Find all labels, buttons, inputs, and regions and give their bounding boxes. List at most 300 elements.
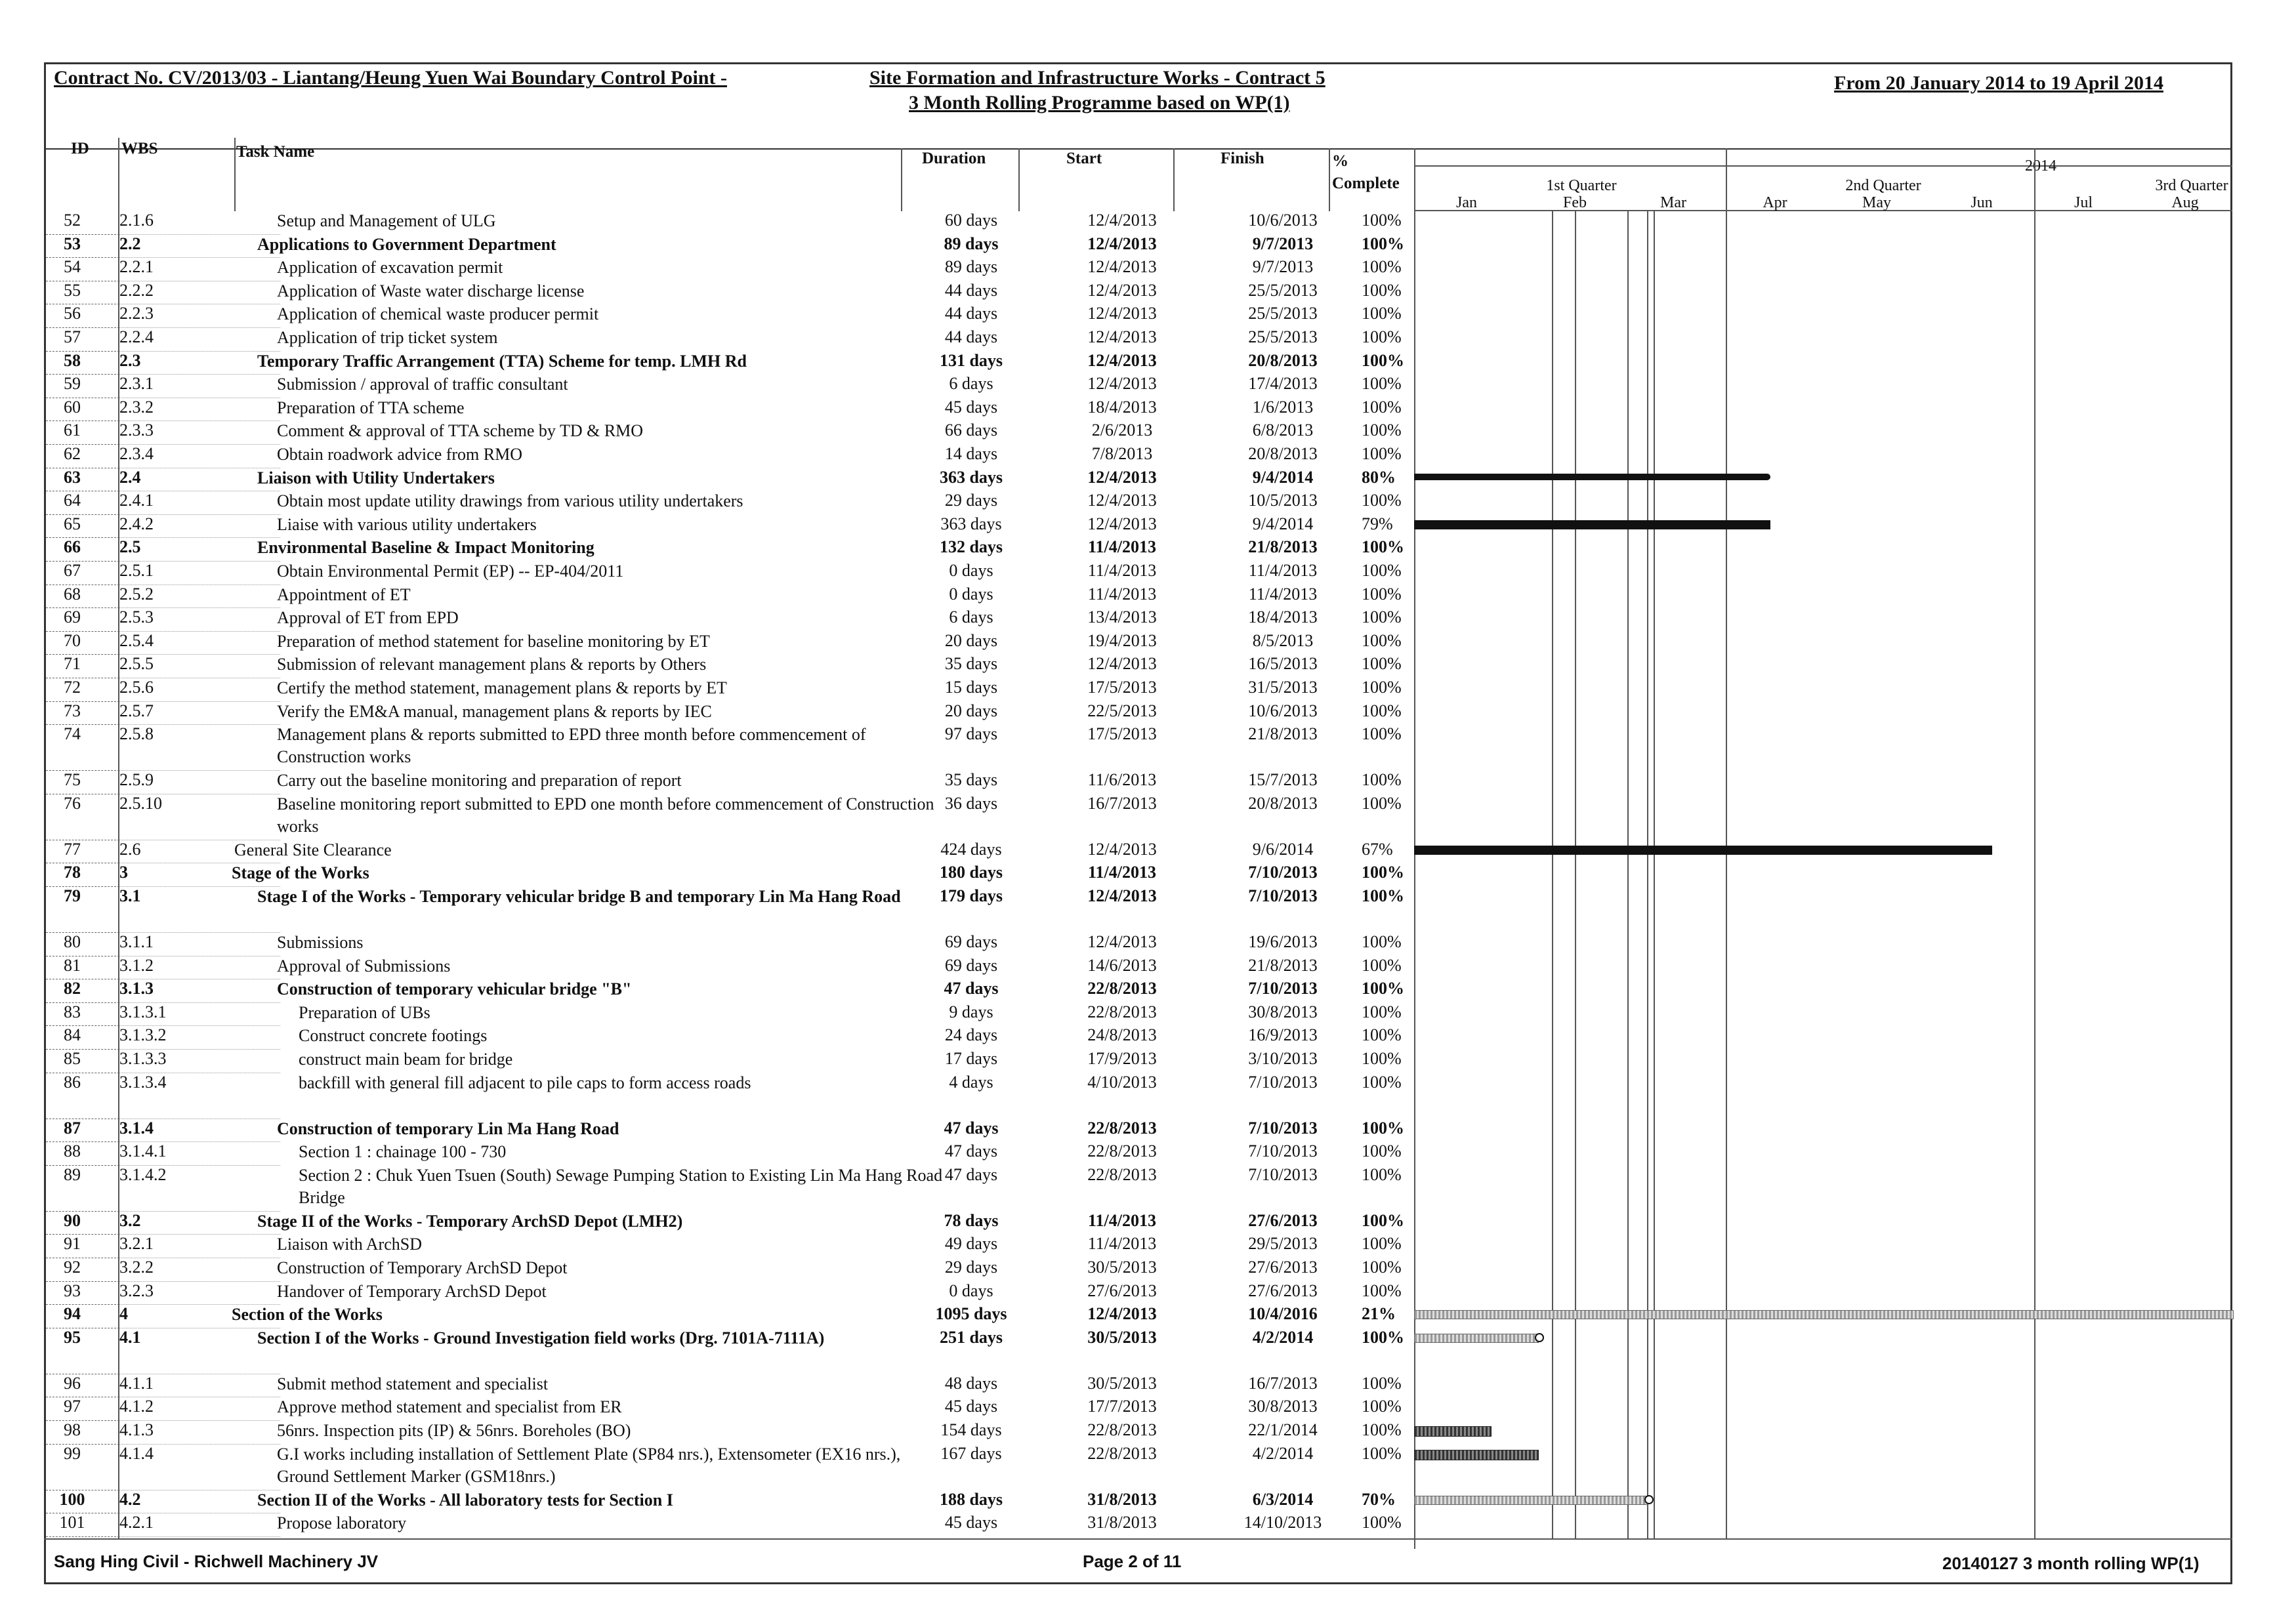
table-row — [46, 1164, 1411, 1210]
task-duration: 89 days — [944, 234, 999, 253]
task-percent-complete: 100% — [1362, 561, 1402, 580]
month-jun: Jun — [1971, 194, 1993, 211]
task-wbs: 4 — [119, 1304, 128, 1324]
task-duration: 20 days — [944, 630, 998, 650]
task-finish: 6/3/2014 — [1252, 1489, 1314, 1509]
task-start: 12/4/2013 — [1087, 654, 1157, 674]
grid-line — [234, 138, 236, 211]
task-percent-complete: 70% — [1362, 1489, 1396, 1509]
task-percent-complete: 100% — [1362, 257, 1402, 277]
contract-title: Contract No. CV/2013/03 - Liantang/Heung Yuen Wai Boundary Control Point - — [54, 67, 727, 89]
task-start: 12/4/2013 — [1087, 491, 1157, 510]
task-finish: 31/5/2013 — [1248, 678, 1318, 697]
task-start: 22/8/2013 — [1087, 1420, 1157, 1439]
task-duration: 47 days — [944, 1164, 998, 1184]
task-start: 12/4/2013 — [1087, 839, 1157, 859]
col-pct-complete: Complete — [1332, 175, 1400, 192]
task-duration: 97 days — [944, 724, 998, 744]
quarter-3: 3rd Quarter — [2155, 177, 2228, 194]
task-id: 85 — [64, 1049, 81, 1068]
task-id: 60 — [64, 397, 81, 417]
task-name: Stage I of the Works - Temporary vehicular bridge B and temporary Lin Ma Hang Road — [257, 887, 901, 906]
task-percent-complete: 100% — [1362, 421, 1402, 440]
task-wbs: 3.2.3 — [119, 1281, 154, 1300]
task-id: 72 — [64, 678, 81, 697]
task-finish: 27/6/2013 — [1248, 1281, 1318, 1300]
task-start: 11/4/2013 — [1087, 863, 1156, 882]
task-id: 97 — [64, 1397, 81, 1416]
task-id: 84 — [64, 1025, 81, 1045]
quarter-2: 2nd Quarter — [1845, 177, 1921, 194]
task-duration: 363 days — [939, 467, 1003, 487]
task-wbs: 2.6 — [119, 839, 141, 859]
grid-line — [1173, 148, 1175, 211]
task-finish: 11/4/2013 — [1248, 561, 1318, 580]
table-row — [46, 210, 1411, 234]
table-row — [46, 537, 1411, 560]
task-wbs: 2.2.2 — [119, 280, 154, 300]
task-duration: 47 days — [944, 979, 999, 998]
task-duration: 24 days — [944, 1025, 998, 1045]
table-row — [46, 1233, 1411, 1257]
task-id: 101 — [59, 1513, 85, 1532]
task-name: Liaise with various utility undertakers — [277, 514, 537, 534]
task-start: 22/8/2013 — [1087, 1443, 1157, 1463]
task-finish: 25/5/2013 — [1248, 280, 1318, 300]
task-start: 11/4/2013 — [1087, 584, 1157, 604]
task-finish: 17/4/2013 — [1248, 374, 1318, 394]
task-finish: 20/8/2013 — [1248, 350, 1318, 370]
gantt-bar-100 — [1414, 1496, 1648, 1505]
task-name: Stage II of the Works - Temporary ArchSD Depot (LMH2) — [257, 1211, 683, 1231]
task-duration: 29 days — [944, 1258, 998, 1277]
table-row — [46, 1048, 1411, 1072]
task-finish: 4/2/2014 — [1252, 1443, 1314, 1463]
table-row — [46, 1443, 1411, 1489]
task-duration: 0 days — [949, 561, 993, 580]
table-row — [46, 584, 1411, 607]
task-percent-complete: 100% — [1362, 280, 1402, 300]
task-finish: 7/10/2013 — [1248, 886, 1318, 905]
task-name: Liaison with ArchSD — [277, 1235, 422, 1254]
task-id: 80 — [64, 932, 81, 951]
task-name: Obtain Environmental Permit (EP) -- EP-404/2011 — [277, 562, 624, 581]
task-finish: 8/5/2013 — [1252, 630, 1314, 650]
task-start: 22/5/2013 — [1087, 701, 1157, 720]
task-id: 83 — [64, 1002, 81, 1021]
task-duration: 48 days — [944, 1373, 998, 1393]
task-name: Construction of temporary vehicular bridge "B" — [277, 979, 632, 999]
task-finish: 21/8/2013 — [1248, 724, 1318, 744]
task-id: 63 — [64, 467, 81, 487]
task-duration: 69 days — [944, 932, 998, 951]
timeline-year: 2014 — [2025, 157, 2056, 175]
task-name: Certify the method statement, management plans & reports by ET — [277, 678, 727, 697]
task-duration: 251 days — [939, 1327, 1003, 1347]
task-duration: 132 days — [939, 537, 1003, 557]
table-row — [46, 630, 1411, 654]
task-finish: 7/10/2013 — [1248, 979, 1318, 998]
task-name: Comment & approval of TTA scheme by TD & RMO — [277, 421, 644, 441]
task-start: 16/7/2013 — [1087, 793, 1157, 813]
task-id: 74 — [64, 724, 81, 744]
task-percent-complete: 100% — [1362, 607, 1402, 627]
task-percent-complete: 100% — [1362, 1025, 1402, 1045]
task-percent-complete: 100% — [1362, 1234, 1402, 1254]
task-duration: 47 days — [944, 1141, 998, 1161]
header-rule — [44, 148, 2232, 150]
task-duration: 29 days — [944, 491, 998, 510]
task-id: 70 — [64, 630, 81, 650]
task-percent-complete: 100% — [1362, 1373, 1402, 1393]
task-duration: 35 days — [944, 770, 998, 790]
task-id: 94 — [64, 1304, 81, 1324]
task-percent-complete: 100% — [1362, 1281, 1402, 1300]
task-duration: 45 days — [944, 397, 998, 417]
task-id: 86 — [64, 1072, 81, 1092]
task-id: 81 — [64, 955, 81, 975]
task-start: 22/8/2013 — [1087, 1118, 1157, 1138]
task-percent-complete: 100% — [1362, 979, 1404, 998]
table-row — [46, 1002, 1411, 1025]
task-name: Baseline monitoring report submitted to EPD one month before commencement of Construction works — [277, 794, 934, 836]
task-duration: 14 days — [944, 444, 998, 463]
task-finish: 21/8/2013 — [1248, 955, 1318, 975]
task-start: 12/4/2013 — [1087, 467, 1157, 487]
task-duration: 49 days — [944, 1234, 998, 1254]
task-wbs: 3.1.4 — [119, 1118, 154, 1138]
task-name: Section II of the Works - All laboratory tests for Section I — [257, 1490, 673, 1510]
task-start: 31/8/2013 — [1087, 1513, 1157, 1532]
task-id: 73 — [64, 701, 81, 720]
task-start: 12/4/2013 — [1087, 280, 1157, 300]
task-percent-complete: 100% — [1362, 654, 1402, 674]
task-wbs: 4.1.1 — [119, 1373, 154, 1393]
task-duration: 1095 days — [935, 1304, 1007, 1324]
table-row — [46, 373, 1411, 397]
task-finish: 3/10/2013 — [1248, 1049, 1318, 1068]
task-wbs: 3.1 — [119, 886, 141, 905]
task-finish: 16/9/2013 — [1248, 1025, 1318, 1045]
task-name: Application of chemical waste producer permit — [277, 304, 599, 324]
task-duration: 131 days — [939, 350, 1003, 370]
task-name: Preparation of UBs — [299, 1002, 430, 1022]
task-id: 92 — [64, 1258, 81, 1277]
task-finish: 25/5/2013 — [1248, 304, 1318, 323]
task-finish: 15/7/2013 — [1248, 770, 1318, 790]
task-duration: 17 days — [944, 1049, 998, 1068]
gantt-bar-63 — [1414, 474, 1770, 480]
table-row — [46, 978, 1411, 1002]
task-percent-complete: 100% — [1362, 1118, 1404, 1138]
table-row — [46, 1327, 1411, 1373]
task-percent-complete: 100% — [1362, 444, 1402, 463]
table-row — [46, 1512, 1411, 1536]
task-finish: 27/6/2013 — [1248, 1258, 1318, 1277]
task-finish: 9/4/2014 — [1252, 514, 1314, 533]
table-row — [46, 490, 1411, 514]
timeline-rule — [1414, 165, 2232, 167]
task-duration: 69 days — [944, 955, 998, 975]
task-start: 11/4/2013 — [1087, 537, 1156, 557]
task-wbs: 3 — [119, 863, 128, 882]
task-wbs: 2.4.1 — [119, 491, 154, 510]
task-percent-complete: 100% — [1362, 397, 1402, 417]
task-name: Section 1 : chainage 100 - 730 — [299, 1142, 507, 1162]
col-wbs: WBS — [121, 140, 158, 157]
date-range: From 20 January 2014 to 19 April 2014 — [1834, 72, 2163, 94]
task-percent-complete: 100% — [1362, 1443, 1402, 1463]
task-name: Liaison with Utility Undertakers — [257, 468, 495, 487]
task-wbs: 3.2.1 — [119, 1234, 154, 1254]
task-id: 89 — [64, 1164, 81, 1184]
footer-rule — [44, 1538, 2232, 1540]
table-row — [46, 1141, 1411, 1164]
task-name: Submit method statement and specialist — [277, 1374, 549, 1393]
task-percent-complete: 100% — [1362, 630, 1402, 650]
task-duration: 154 days — [940, 1420, 1002, 1439]
task-start: 17/5/2013 — [1087, 678, 1157, 697]
task-wbs: 2.5 — [119, 537, 141, 557]
task-wbs: 3.1.4.1 — [119, 1141, 167, 1161]
task-finish: 16/5/2013 — [1248, 654, 1318, 674]
task-start: 2/6/2013 — [1091, 421, 1153, 440]
task-id: 96 — [64, 1373, 81, 1393]
month-jul: Jul — [2074, 194, 2093, 211]
task-duration: 45 days — [944, 1397, 998, 1416]
task-duration: 47 days — [944, 1118, 999, 1138]
task-duration: 89 days — [944, 257, 998, 277]
task-finish: 21/8/2013 — [1248, 537, 1318, 557]
table-row — [46, 1489, 1411, 1513]
table-row — [46, 724, 1411, 770]
task-id: 79 — [64, 886, 81, 905]
quarter-1: 1st Quarter — [1546, 177, 1617, 194]
task-finish: 10/6/2013 — [1248, 701, 1318, 720]
task-finish: 18/4/2013 — [1248, 607, 1318, 627]
month-may: May — [1862, 194, 1891, 211]
task-start: 12/4/2013 — [1087, 234, 1157, 253]
gantt-bar-77 — [1414, 846, 1992, 855]
task-duration: 44 days — [944, 304, 998, 323]
footer-company: Sang Hing Civil - Richwell Machinery JV — [54, 1551, 379, 1571]
task-name: Section I of the Works - Ground Investigation field works (Drg. 7101A-7111A) — [257, 1328, 825, 1347]
row-rule — [46, 1536, 119, 1537]
task-start: 13/4/2013 — [1087, 607, 1157, 627]
task-wbs: 4.1.3 — [119, 1420, 154, 1439]
task-wbs: 4.1.4 — [119, 1443, 154, 1463]
task-id: 77 — [64, 839, 81, 859]
task-percent-complete: 100% — [1362, 1072, 1402, 1092]
month-aug: Aug — [2171, 194, 2199, 211]
task-duration: 36 days — [944, 793, 998, 813]
task-percent-complete: 100% — [1362, 537, 1404, 557]
task-name: Construction of temporary Lin Ma Hang Road — [277, 1119, 619, 1138]
task-start: 31/8/2013 — [1087, 1489, 1157, 1509]
task-start: 11/4/2013 — [1087, 561, 1157, 580]
task-id: 65 — [64, 514, 81, 533]
task-percent-complete: 100% — [1362, 701, 1402, 720]
task-duration: 0 days — [949, 1281, 993, 1300]
task-id: 93 — [64, 1281, 81, 1300]
table-row — [46, 653, 1411, 677]
task-id: 87 — [64, 1118, 81, 1138]
task-start: 12/4/2013 — [1087, 350, 1157, 370]
task-percent-complete: 100% — [1362, 211, 1402, 230]
table-row — [46, 1281, 1411, 1304]
table-row — [46, 303, 1411, 327]
gantt-bar-94 — [1414, 1310, 2234, 1319]
task-duration: 20 days — [944, 701, 998, 720]
task-percent-complete: 100% — [1362, 793, 1402, 813]
task-name: Obtain roadwork advice from RMO — [277, 445, 523, 464]
task-id: 78 — [64, 863, 81, 882]
task-finish: 10/5/2013 — [1248, 491, 1318, 510]
task-duration: 363 days — [940, 514, 1002, 533]
task-name: Application of trip ticket system — [277, 328, 498, 347]
task-finish: 4/2/2014 — [1252, 1327, 1314, 1347]
task-wbs: 2.5.4 — [119, 630, 154, 650]
task-percent-complete: 100% — [1362, 955, 1402, 975]
task-start: 24/8/2013 — [1087, 1025, 1157, 1045]
footer-file: 20140127 3 month rolling WP(1) — [1942, 1553, 2200, 1573]
task-wbs: 4.1 — [119, 1327, 141, 1347]
task-start: 12/4/2013 — [1087, 932, 1157, 951]
table-row — [46, 560, 1411, 584]
task-percent-complete: 100% — [1362, 724, 1402, 744]
table-row — [46, 770, 1411, 793]
task-start: 17/5/2013 — [1087, 724, 1157, 744]
task-wbs: 3.1.2 — [119, 955, 154, 975]
gantt-bar-95 — [1414, 1334, 1539, 1343]
task-wbs: 2.2.4 — [119, 327, 154, 346]
task-id: 56 — [64, 304, 81, 323]
task-name: Propose laboratory — [277, 1513, 407, 1533]
table-row — [46, 701, 1411, 724]
task-finish: 6/8/2013 — [1252, 421, 1314, 440]
table-row — [46, 932, 1411, 955]
task-duration: 180 days — [939, 863, 1003, 882]
table-row — [46, 1257, 1411, 1281]
task-percent-complete: 100% — [1362, 1258, 1402, 1277]
month-apr: Apr — [1763, 194, 1787, 211]
task-wbs: 2.5.10 — [119, 793, 162, 813]
table-row — [46, 327, 1411, 350]
task-start: 17/9/2013 — [1087, 1049, 1157, 1068]
col-start: Start — [1066, 150, 1102, 167]
task-id: 90 — [64, 1210, 81, 1230]
task-id: 59 — [64, 374, 81, 394]
task-finish: 9/4/2014 — [1252, 467, 1314, 487]
task-percent-complete: 100% — [1362, 886, 1404, 905]
task-name: Section of the Works — [232, 1305, 383, 1325]
task-wbs: 3.2 — [119, 1210, 141, 1230]
task-percent-complete: 100% — [1362, 304, 1402, 323]
col-finish: Finish — [1221, 150, 1264, 167]
task-finish: 14/10/2013 — [1243, 1513, 1322, 1532]
task-start: 27/6/2013 — [1087, 1281, 1157, 1300]
task-finish: 27/6/2013 — [1248, 1210, 1318, 1230]
task-start: 4/10/2013 — [1087, 1072, 1157, 1092]
table-row — [46, 839, 1411, 863]
table-row — [46, 467, 1411, 491]
task-finish: 7/10/2013 — [1248, 1072, 1318, 1092]
task-name: Approve method statement and specialist from ER — [277, 1397, 622, 1417]
task-start: 12/4/2013 — [1087, 514, 1157, 533]
table-row — [46, 1396, 1411, 1420]
task-id: 54 — [64, 257, 81, 277]
task-id: 67 — [64, 561, 81, 580]
task-finish: 7/10/2013 — [1248, 863, 1318, 882]
task-wbs: 2.5.3 — [119, 607, 154, 627]
task-name: Management plans & reports submitted to EPD three month before commencement of Construction works — [277, 725, 866, 767]
task-start: 7/8/2013 — [1091, 444, 1153, 463]
table-row — [46, 420, 1411, 443]
task-wbs: 2.2.1 — [119, 257, 154, 277]
table-row — [46, 1304, 1411, 1327]
month-jan: Jan — [1456, 194, 1477, 211]
table-row — [46, 1118, 1411, 1141]
task-finish: 9/7/2013 — [1252, 257, 1314, 277]
task-name: Stage of the Works — [232, 863, 369, 883]
task-name: Applications to Government Department — [257, 234, 556, 254]
task-start: 11/4/2013 — [1087, 1234, 1157, 1254]
task-id: 52 — [64, 211, 81, 230]
task-start: 11/4/2013 — [1087, 1210, 1156, 1230]
task-finish: 16/7/2013 — [1248, 1373, 1318, 1393]
task-id: 76 — [64, 793, 81, 813]
task-id: 100 — [59, 1489, 85, 1509]
table-row — [46, 1072, 1411, 1118]
task-start: 12/4/2013 — [1087, 886, 1157, 905]
task-name: Handover of Temporary ArchSD Depot — [277, 1281, 547, 1301]
table-row — [46, 397, 1411, 421]
task-wbs: 2.5.6 — [119, 678, 154, 697]
task-name: Setup and Management of ULG — [277, 211, 496, 230]
task-duration: 78 days — [944, 1210, 999, 1230]
task-wbs: 2.5.9 — [119, 770, 154, 790]
task-finish: 9/7/2013 — [1252, 234, 1314, 253]
task-name: Obtain most update utility drawings from various utility undertakers — [277, 491, 743, 511]
task-start: 17/7/2013 — [1087, 1397, 1157, 1416]
task-percent-complete: 100% — [1362, 1397, 1402, 1416]
task-name: Approval of Submissions — [277, 956, 451, 976]
task-finish: 7/10/2013 — [1248, 1164, 1318, 1184]
task-wbs: 2.3.2 — [119, 397, 154, 417]
task-percent-complete: 100% — [1362, 1049, 1402, 1068]
task-start: 22/8/2013 — [1087, 1141, 1157, 1161]
task-wbs: 3.1.3.2 — [119, 1025, 167, 1045]
task-finish: 20/8/2013 — [1248, 444, 1318, 463]
task-start: 12/4/2013 — [1087, 304, 1157, 323]
task-wbs: 4.2.1 — [119, 1513, 154, 1532]
task-percent-complete: 100% — [1362, 1210, 1404, 1230]
task-wbs: 4.2 — [119, 1489, 141, 1509]
task-finish: 10/4/2016 — [1248, 1304, 1318, 1324]
task-start: 22/8/2013 — [1087, 1164, 1157, 1184]
task-name: Submissions — [277, 933, 364, 952]
task-id: 71 — [64, 654, 81, 674]
task-name: construct main beam for bridge — [299, 1050, 513, 1069]
task-finish: 22/1/2014 — [1248, 1420, 1318, 1439]
task-duration: 0 days — [949, 584, 993, 604]
task-wbs: 2.2.3 — [119, 304, 154, 323]
task-name: Submission / approval of traffic consultant — [277, 375, 568, 394]
task-percent-complete: 79% — [1362, 514, 1393, 533]
month-feb: Feb — [1563, 194, 1587, 211]
table-row — [46, 514, 1411, 537]
task-duration: 6 days — [949, 607, 993, 627]
